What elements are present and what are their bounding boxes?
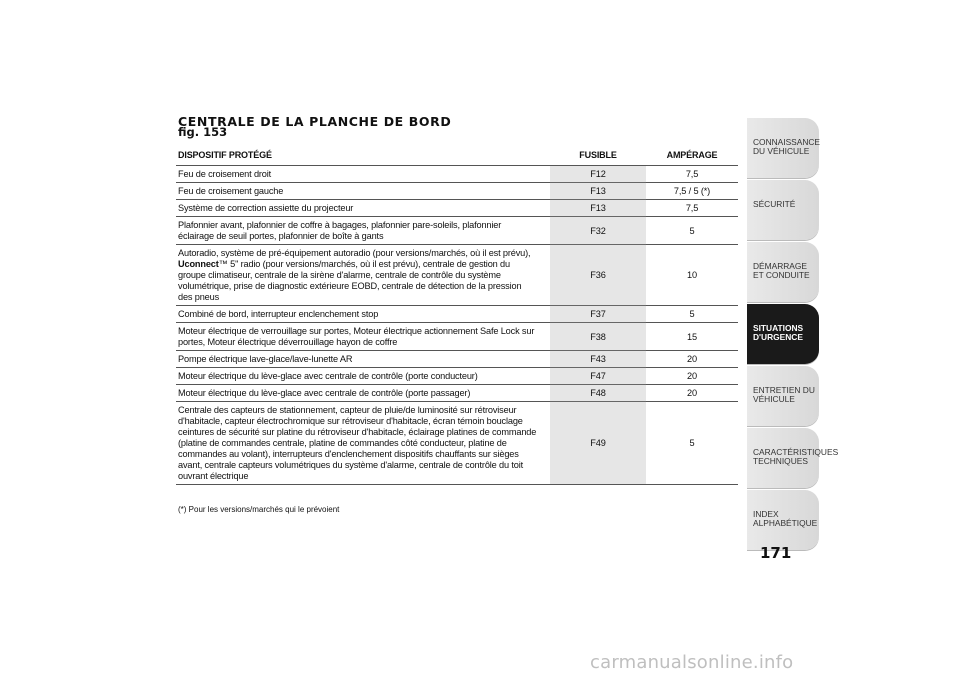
amperage-cell: 7,5 (646, 166, 738, 183)
device-cell: Combiné de bord, interrupteur enclenchement stop (176, 306, 550, 323)
uconnect-brand: Uconnect (178, 259, 219, 269)
tab-label: CARACTÉRISTIQUES TECHNIQUES (753, 447, 839, 466)
amperage-cell: 5 (646, 402, 738, 485)
device-cell: Système de correction assiette du projecteur (176, 200, 550, 217)
table-row (176, 200, 738, 217)
amperage-cell: 15 (646, 323, 738, 351)
table-row (176, 245, 738, 306)
fuse-cell: F13 (550, 200, 646, 217)
fuse-table (176, 148, 738, 485)
fuse-cell: F43 (550, 351, 646, 368)
device-cell: Pompe électrique lave-glace/lave-lunette AR (176, 351, 550, 368)
column-header-fuse: FUSIBLE (550, 148, 646, 166)
table-row (176, 183, 738, 200)
amperage-cell: 20 (646, 385, 738, 402)
amperage-cell: 10 (646, 245, 738, 306)
tab-connaissance-du-vehicule[interactable] (747, 118, 819, 178)
device-cell: Moteur électrique du lève-glace avec centrale de contrôle (porte conducteur) (176, 368, 550, 385)
table-row (176, 323, 738, 351)
fuse-cell: F32 (550, 217, 646, 245)
table-row (176, 306, 738, 323)
tab-caracteristiques-techniques[interactable] (747, 428, 839, 488)
device-cell: Feu de croisement gauche (176, 183, 550, 200)
fuse-cell: F48 (550, 385, 646, 402)
table-row (176, 368, 738, 385)
device-cell: Feu de croisement droit (176, 166, 550, 183)
table-row (176, 217, 738, 245)
fuse-cell: F12 (550, 166, 646, 183)
site-watermark: carmanualsonline.info (590, 652, 794, 673)
tab-label: CONNAISSANCE DU VÉHICULE (753, 137, 821, 156)
column-header-amperage: AMPÉRAGE (646, 148, 738, 166)
fuse-cell: F37 (550, 306, 646, 323)
column-header-device: DISPOSITIF PROTÉGÉ (176, 148, 550, 166)
fuse-cell: F38 (550, 323, 646, 351)
device-cell: Moteur électrique du lève-glace avec centrale de contrôle (porte passager) (176, 385, 550, 402)
tab-demarrage-et-conduite[interactable] (747, 242, 819, 302)
device-cell: Plafonnier avant, plafonnier de coffre à bagages, plafonnier pare-soleils, plafonnier éclairage de seuil portes, plafonnier de boîte à gants (176, 217, 550, 245)
table-row (176, 351, 738, 368)
table-row (176, 385, 738, 402)
amperage-cell: 5 (646, 306, 738, 323)
fuse-cell: F49 (550, 402, 646, 485)
device-cell: Moteur électrique de verrouillage sur portes, Moteur électrique actionnement Safe Lock sur portes, Moteur électrique déverrouillage hayon de coffre (176, 323, 550, 351)
tab-label: DÉMARRAGE ET CONDUITE (753, 261, 810, 280)
fuse-cell: F47 (550, 368, 646, 385)
tab-label: SITUATIONS D'URGENCE (753, 323, 804, 342)
table-footnote: (*) Pour les versions/marchés qui le prévoient (178, 505, 340, 514)
table-header-row (176, 148, 738, 166)
amperage-cell: 5 (646, 217, 738, 245)
table-row (176, 402, 738, 485)
device-text: ™ 5" radio (pour versions/marchés, où il est prévu), centrale de gestion du groupe climatiseur, centrale de la sirène d'alarme, centrale de contrôle du système volumétrique, prise de diagnostic extérieure EOBD, centrale de détection de la pression des pneus (178, 259, 522, 302)
device-cell (176, 245, 550, 306)
device-cell: Centrale des capteurs de stationnement, capteur de pluie/de luminosité sur rétroviseur d'habitacle, capteur électrochromique sur rétroviseur d'habitacle, écran témoin bouclage ceintures de sécurité sur platine du rétroviseur d'habitacle, éclairage platines de commande (platine de commandes centrale, platine de commandes côté conducteur, platine de commandes au volant), interrupteurs d'enclenchement dispositifs chauffants sur sièges avant, centrale capteurs volumétriques du système d'alarme, centrale de contrôle du toit ouvrant électrique (176, 402, 550, 485)
tab-label: ENTRETIEN DU VÉHICULE (753, 385, 815, 404)
tab-entretien-du-vehicule[interactable] (747, 366, 819, 426)
figure-reference: fig. 153 (178, 125, 228, 139)
tab-securite[interactable] (747, 180, 819, 240)
tab-label: INDEX ALPHABÉTIQUE (753, 509, 818, 528)
page-title: CENTRALE DE LA PLANCHE DE BORD (178, 114, 452, 129)
chapter-sidebar (747, 118, 839, 552)
amperage-cell: 20 (646, 351, 738, 368)
table-row (176, 166, 738, 183)
amperage-cell: 20 (646, 368, 738, 385)
device-text: Autoradio, système de pré-équipement autoradio (pour versions/marchés, où il est prévu), (178, 248, 531, 258)
tab-label: SÉCURITÉ (753, 199, 796, 209)
fuse-cell: F13 (550, 183, 646, 200)
amperage-cell: 7,5 / 5 (*) (646, 183, 738, 200)
amperage-cell: 7,5 (646, 200, 738, 217)
tab-index-alphabetique[interactable] (747, 490, 819, 550)
tab-situations-d-urgence[interactable] (747, 304, 819, 364)
fuse-cell: F36 (550, 245, 646, 306)
page-number: 171 (760, 544, 792, 562)
